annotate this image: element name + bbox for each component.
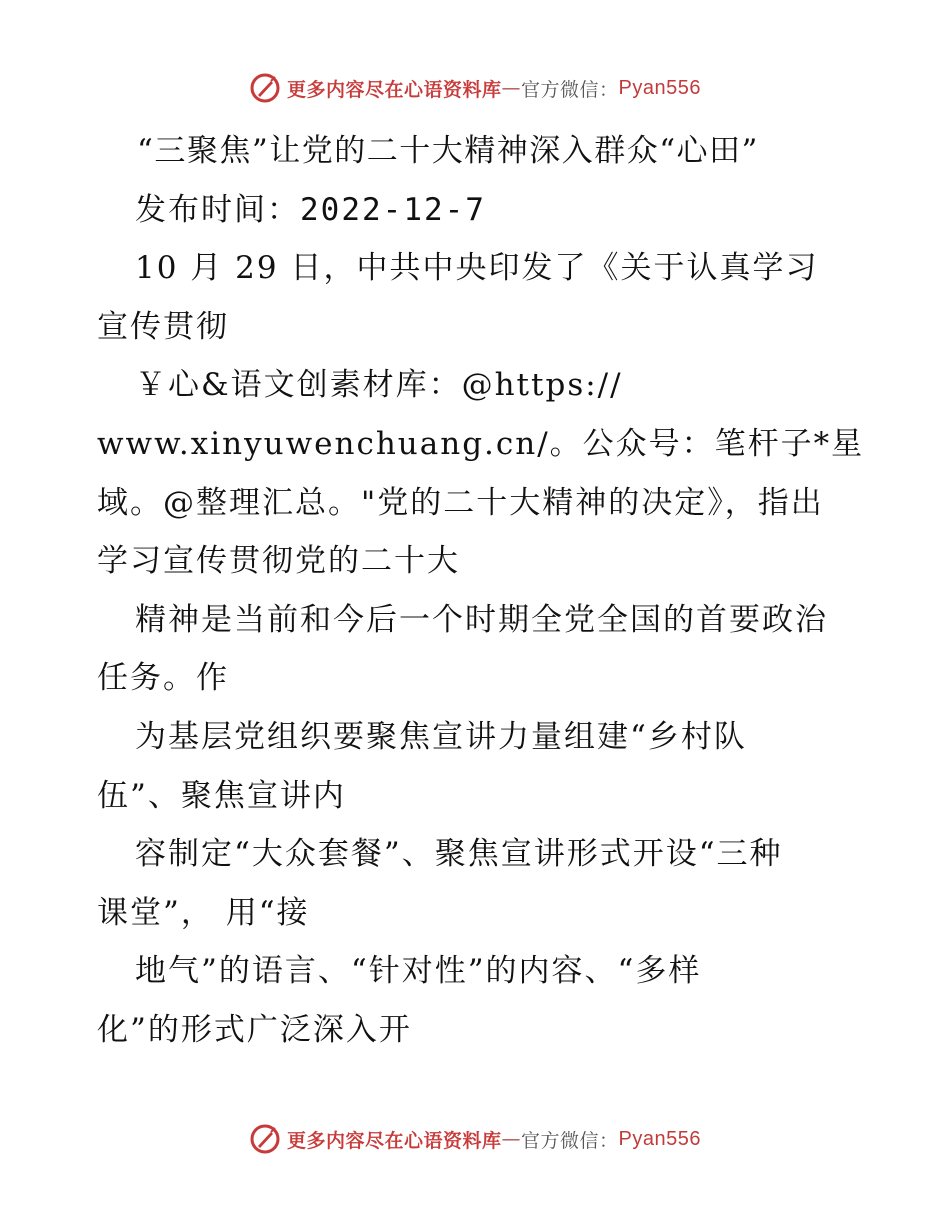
banner-wechat-label: 官方微信： <box>521 1129 619 1152</box>
banner-wechat-id: Pyan556 <box>618 76 701 99</box>
banner-dash: — <box>501 77 522 99</box>
publish-date <box>97 181 857 240</box>
paragraph-line: 课堂”， 用“接 <box>97 894 310 931</box>
paragraph-line: 容制定“大众套餐”、聚焦宣讲形式开设“三种 <box>135 836 783 873</box>
publish-date-value: 2022-12-7 <box>300 191 486 228</box>
banner-site-name: 更多内容尽在心语资料库 <box>287 1129 502 1152</box>
publish-date-label: 发布时间： <box>135 191 300 228</box>
footer-banner <box>0 1122 950 1156</box>
paragraph-line: 任务。作 <box>97 660 229 697</box>
paragraph-line: 10 月 29 日，中共中央印发了《关于认真学习 <box>135 250 819 287</box>
paragraph-line: 为基层党组织要聚焦宣讲力量组建“乡村队 <box>135 718 747 755</box>
header-banner <box>0 71 950 105</box>
paragraph-line: ￥心&语文创素材库：@https:// <box>135 367 623 404</box>
quill-logo-icon <box>249 1123 281 1155</box>
banner-site-name: 更多内容尽在心语资料库 <box>287 78 502 101</box>
paragraph-line: 地气”的语言、“针对性”的内容、“多样 <box>135 953 702 990</box>
paragraph-line: 精神是当前和今后一个时期全党全国的首要政治 <box>135 601 828 638</box>
paragraph-line: 伍”、聚焦宣讲内 <box>97 777 346 814</box>
banner-wechat-id: Pyan556 <box>618 1127 701 1150</box>
paragraph-line: 化”的形式广泛深入开 <box>97 1011 412 1048</box>
banner-dash: — <box>501 1128 522 1150</box>
paragraph-line: 学习宣传贯彻党的二十大 <box>97 543 460 580</box>
paragraph-line: 域。@整理汇总。"党的二十大精神的决定》，指出 <box>97 484 824 521</box>
document-body <box>97 122 865 1060</box>
paragraph-line: www.xinyuwenchuang.cn/。公众号：笔杆子*星 <box>97 425 865 462</box>
document-title: “三聚焦”让党的二十大精神深入群众“心田” <box>137 133 759 169</box>
quill-logo-icon <box>249 72 281 104</box>
banner-wechat-label: 官方微信： <box>521 78 619 101</box>
paragraph-line: 宣传贯彻 <box>97 308 229 345</box>
